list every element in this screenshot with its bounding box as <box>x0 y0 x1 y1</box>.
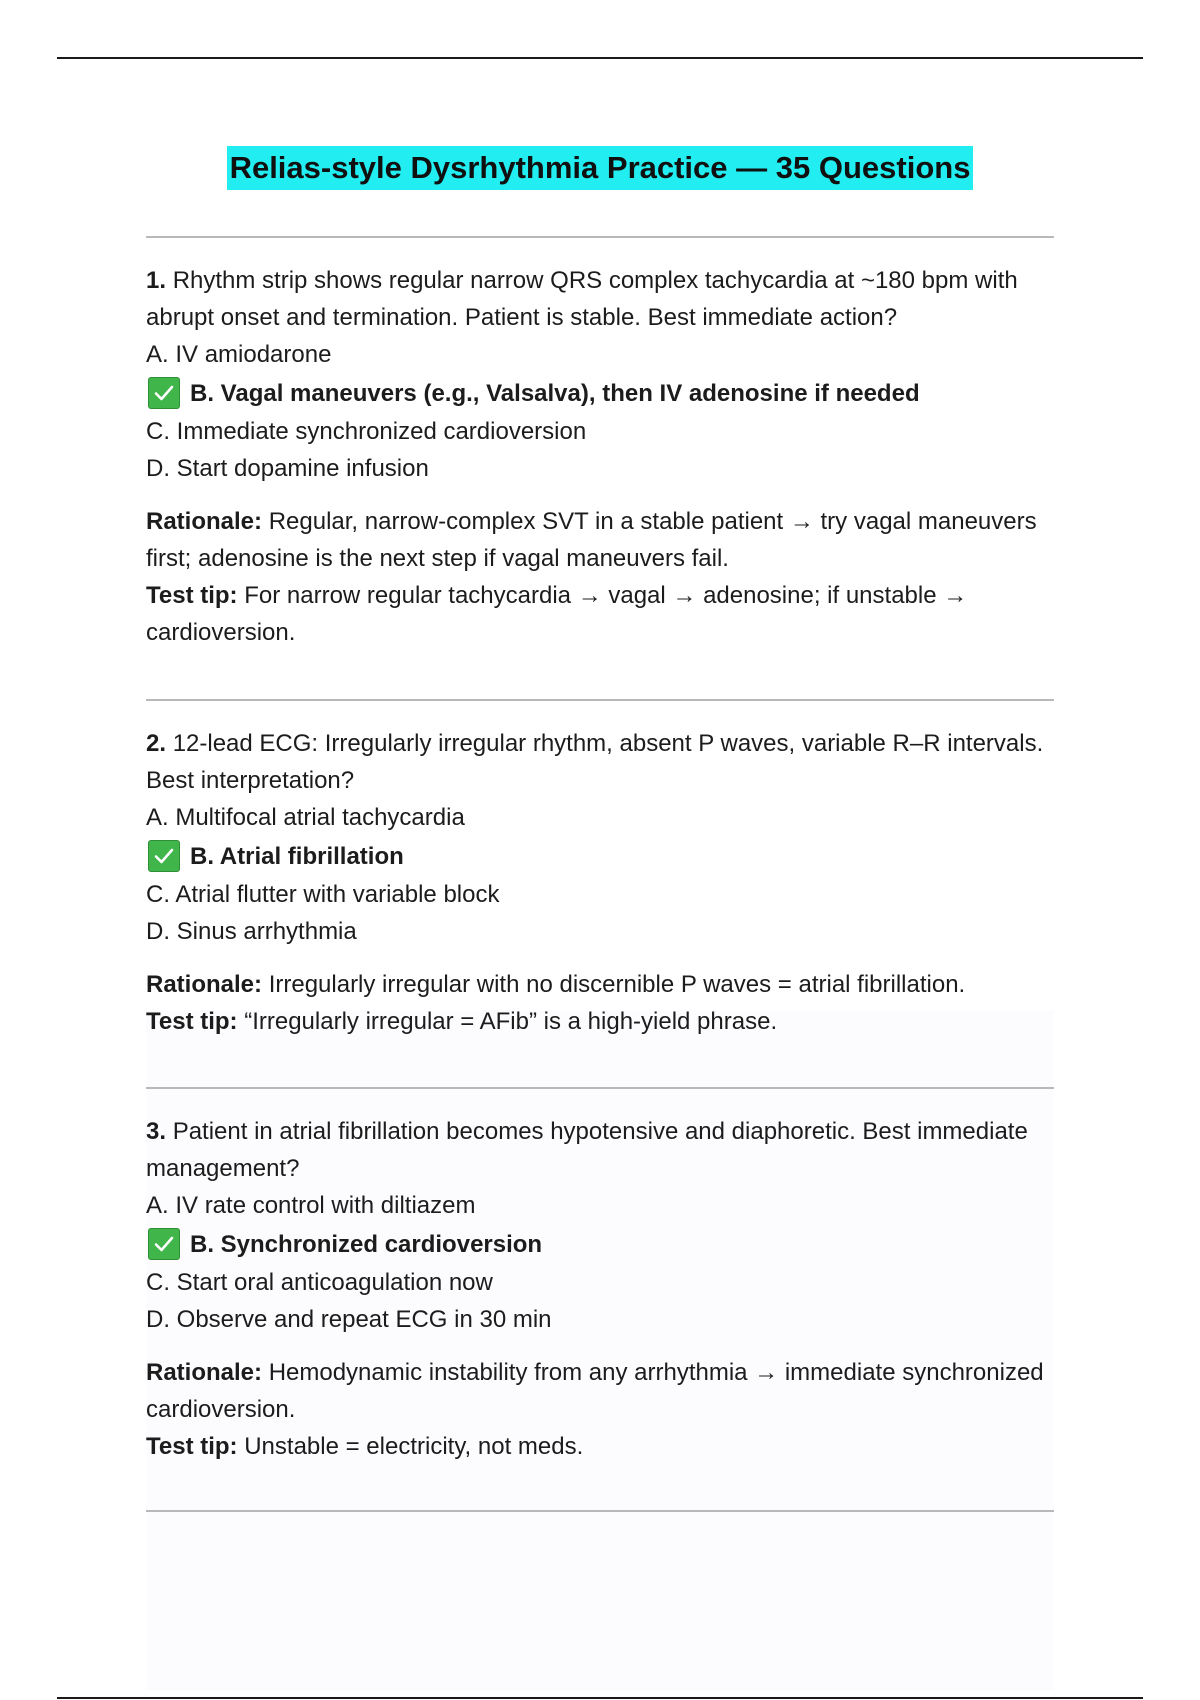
option-label: B. Atrial fibrillation <box>190 842 404 870</box>
option-c: C. Immediate synchronized cardioversion <box>146 418 587 445</box>
option-d: D. Sinus arrhythmia <box>146 918 357 945</box>
rationale <box>146 966 1054 1003</box>
option-label: B. Synchronized cardioversion <box>190 1230 543 1258</box>
question-1 <box>146 262 1054 651</box>
test-tip <box>146 577 1054 651</box>
option-b-correct <box>146 373 1054 413</box>
test-tip <box>146 1428 1054 1465</box>
option-a: A. IV rate control with diltiazem <box>146 1192 476 1219</box>
test-tip-text: “Irregularly irregular = AFib” is a high-yield phrase. <box>244 1008 778 1035</box>
page-bottom-rule <box>57 1697 1143 1699</box>
option-a: A. Multifocal atrial tachycardia <box>146 804 465 831</box>
rationale-label: Rationale: <box>146 508 263 535</box>
question-text: Rhythm strip shows regular narrow QRS complex tachycardia at ~180 bpm with abrupt onset and termination. Patient is stable. Best immediate action? <box>146 267 1018 331</box>
rationale-text: Regular, narrow-complex SVT in a stable patient → try vagal maneuvers first; adenosine is the next step if vagal maneuvers fail. <box>146 508 1037 572</box>
question-stem <box>146 262 1054 336</box>
rationale-text: Hemodynamic instability from any arrhythmia → immediate synchronized cardioversion. <box>146 1359 1044 1423</box>
rationale-label: Rationale: <box>146 1359 263 1386</box>
option-b-correct <box>146 836 1054 876</box>
test-tip <box>146 1003 1054 1040</box>
option-b-correct <box>146 1224 1054 1264</box>
checkmark-icon <box>148 377 180 409</box>
separator <box>146 1087 1054 1089</box>
question-stem <box>146 725 1054 799</box>
separator <box>146 699 1054 701</box>
question-stem <box>146 1113 1054 1187</box>
checkmark-icon <box>148 1228 180 1260</box>
page-title: Relias-style Dysrhythmia Practice — 35 Questions <box>227 146 974 190</box>
test-tip-text: Unstable = electricity, not meds. <box>244 1433 584 1460</box>
question-number: 3. <box>146 1118 167 1145</box>
checkmark-icon <box>148 840 180 872</box>
rationale-block <box>146 503 1054 651</box>
separator <box>146 1510 1054 1512</box>
rationale-block <box>146 966 1054 1040</box>
test-tip-label: Test tip: <box>146 1433 238 1460</box>
option-c: C. Atrial flutter with variable block <box>146 881 500 908</box>
page-top-rule <box>57 57 1143 59</box>
rationale-block <box>146 1354 1054 1465</box>
separator <box>146 236 1054 238</box>
rationale <box>146 503 1054 577</box>
question-3 <box>146 1113 1054 1465</box>
test-tip-text: For narrow regular tachycardia → vagal → adenosine; if unstable → cardioversion. <box>146 582 968 646</box>
option-d: D. Start dopamine infusion <box>146 455 429 482</box>
rationale <box>146 1354 1054 1428</box>
question-text: 12-lead ECG: Irregularly irregular rhythm, absent P waves, variable R–R intervals. Best interpretation? <box>146 730 1044 794</box>
question-2 <box>146 725 1054 1040</box>
question-number: 1. <box>146 267 167 294</box>
option-d: D. Observe and repeat ECG in 30 min <box>146 1306 552 1333</box>
question-number: 2. <box>146 730 167 757</box>
question-text: Patient in atrial fibrillation becomes hypotensive and diaphoretic. Best immediate management? <box>146 1118 1028 1182</box>
test-tip-label: Test tip: <box>146 1008 238 1035</box>
option-label: B. Vagal maneuvers (e.g., Valsalva), then IV adenosine if needed <box>190 379 920 407</box>
title-block <box>146 146 1054 190</box>
option-c: C. Start oral anticoagulation now <box>146 1269 493 1296</box>
option-a: A. IV amiodarone <box>146 341 332 368</box>
rationale-text: Irregularly irregular with no discernible P waves = atrial fibrillation. <box>268 971 966 998</box>
test-tip-label: Test tip: <box>146 582 238 609</box>
rationale-label: Rationale: <box>146 971 263 998</box>
